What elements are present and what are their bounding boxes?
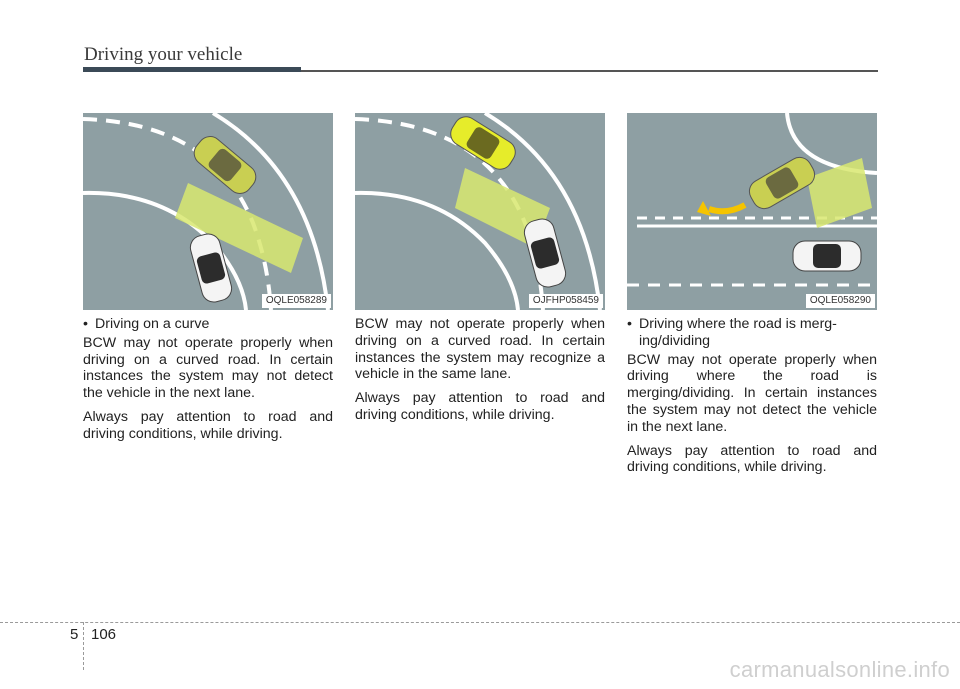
curve-road-illustration	[83, 113, 333, 310]
bullet-dot: •	[627, 316, 632, 332]
paragraph: Always pay attention to road and driving conditions, while driving.	[83, 408, 333, 442]
paragraph: Always pay attention to road and driving conditions, while driving.	[355, 390, 605, 423]
figure-merging-road	[627, 113, 877, 310]
bullet-text: Driving where the road is merg-ing/dividing	[639, 316, 837, 349]
bullet-item	[83, 316, 333, 333]
bullet-dot: •	[83, 316, 88, 332]
header-accent-bar	[83, 67, 301, 72]
bullet-text: Driving on a curve	[95, 316, 210, 332]
merging-road-illustration	[627, 113, 877, 310]
paragraph: BCW may not operate properly when driving on a curved road. In certain instances the system may not detect the vehicle in the next lane.	[83, 334, 333, 402]
car-top-view-icon	[745, 153, 819, 213]
watermark: carmanualsonline.info	[729, 657, 950, 682]
merge-arrow-icon	[697, 201, 745, 216]
car-top-view-icon	[793, 241, 861, 271]
figure-code: OQLE058290	[806, 294, 875, 308]
figure-curve-next-lane	[83, 113, 333, 310]
text-column-1	[83, 316, 333, 450]
text-column-2	[355, 316, 605, 431]
paragraph: Always pay attention to road and driving conditions, while driving.	[627, 442, 877, 476]
figure-code: OQLE058289	[262, 294, 331, 308]
footer-divider	[83, 622, 84, 670]
chapter-number: 5	[70, 626, 79, 643]
text-column-3	[627, 316, 877, 483]
curve-road-illustration	[355, 113, 605, 310]
bullet-item	[627, 316, 877, 350]
paragraph: BCW may not operate properly when driving where the road is merging/dividing. In certain instances the system may not detect the vehicle in the next lane.	[627, 351, 877, 435]
figure-curve-same-lane	[355, 113, 605, 310]
section-title: Driving your vehicle	[84, 44, 243, 65]
figure-code: OJFHP058459	[529, 294, 603, 308]
page-number: 106	[91, 626, 117, 643]
header-rule	[301, 70, 878, 72]
paragraph: BCW may not operate properly when driving on a curved road. In certain instances the system may recognize a vehicle in the same lane.	[355, 316, 605, 383]
footer-rule	[0, 622, 960, 623]
car-top-view-icon	[522, 216, 569, 289]
